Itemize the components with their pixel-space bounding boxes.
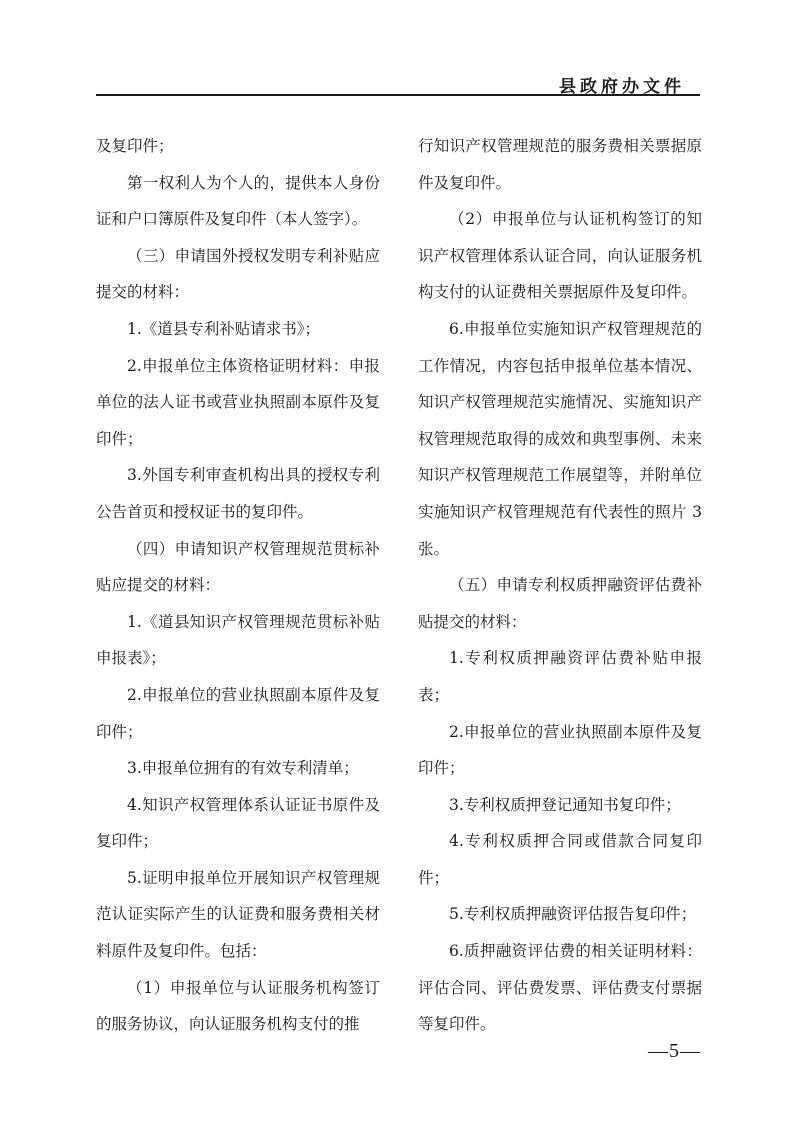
list-item: 1.专利权质押融资评估费补贴申报表； bbox=[418, 649, 702, 704]
header-title: 县政府办文件 bbox=[559, 77, 685, 97]
paragraph: 第一权利人为个人的，提供本人身份证和户口簿原件及复印件（本人签字）。 bbox=[96, 173, 380, 229]
list-item: 5.证明申报单位开展知识产权管理规范认证实际产生的认证费和服务费相关材料原件及复印件。包括： bbox=[96, 868, 380, 961]
list-item: 3.专利权质押登记通知书复印件； bbox=[449, 795, 681, 814]
list-item: 1.《道县知识产权管理规范贯标补贴申报表》； bbox=[96, 612, 380, 668]
section-heading: （五）申请专利权质押融资评估费补贴提交的材料： bbox=[418, 576, 702, 631]
list-item: 1.《道县专利补贴请求书》； bbox=[127, 319, 321, 338]
section-heading: （三）申请国外授权发明专利补贴应提交的材料： bbox=[96, 246, 380, 302]
list-item: 3.申报单位拥有的有效专利清单； bbox=[127, 759, 359, 778]
page-number: —5— bbox=[648, 1040, 701, 1062]
left-column bbox=[96, 128, 380, 1043]
header-rule bbox=[96, 94, 700, 96]
list-item: 2.申报单位的营业执照副本原件及复印件； bbox=[96, 685, 380, 741]
list-item: 5.专利权质押融资评估报告复印件； bbox=[449, 905, 697, 924]
sub-list-item: （2）申报单位与认证机构签订的知识产权管理体系认证合同，向认证服务机构支付的认证费相关票据原件及复印件。 bbox=[418, 210, 702, 302]
list-item: 6.申报单位实施知识产权管理规范的工作情况，内容包括申报单位基本情况、知识产权管理规范实施情况、实施知识产权管理规范取得的成效和典型事例、未来知识产权管理规范工作展望等，并附单位实施知识产权管理规范有代表性的照片 3 张。 bbox=[418, 319, 702, 558]
list-item: 3.外国专利审查机构出具的授权专利公告首页和授权证书的复印件。 bbox=[96, 466, 380, 521]
sub-list-item: （1）申报单位与认证服务机构签订的服务协议，向认证服务机构支付的推 bbox=[96, 978, 380, 1034]
list-item: 2.申报单位主体资格证明材料：申报单位的法人证书或营业执照副本原件及复印件； bbox=[96, 356, 380, 448]
section-heading: （四）申请知识产权管理规范贯标补贴应提交的材料： bbox=[96, 539, 380, 595]
list-item: 6.质押融资评估费的相关证明材料：评估合同、评估费发票、评估费支付票据等复印件。 bbox=[418, 942, 702, 1034]
paragraph: 及复印件； bbox=[96, 137, 174, 155]
list-item: 2.申报单位的营业执照副本原件及复印件； bbox=[418, 722, 702, 778]
right-column bbox=[418, 128, 702, 1043]
list-item: 4.知识产权管理体系认证证书原件及复印件； bbox=[96, 795, 380, 851]
list-item: 4.专利权质押合同或借款合同复印件； bbox=[418, 832, 702, 887]
paragraph: 行知识产权管理规范的服务费相关票据原件及复印件。 bbox=[418, 137, 702, 192]
